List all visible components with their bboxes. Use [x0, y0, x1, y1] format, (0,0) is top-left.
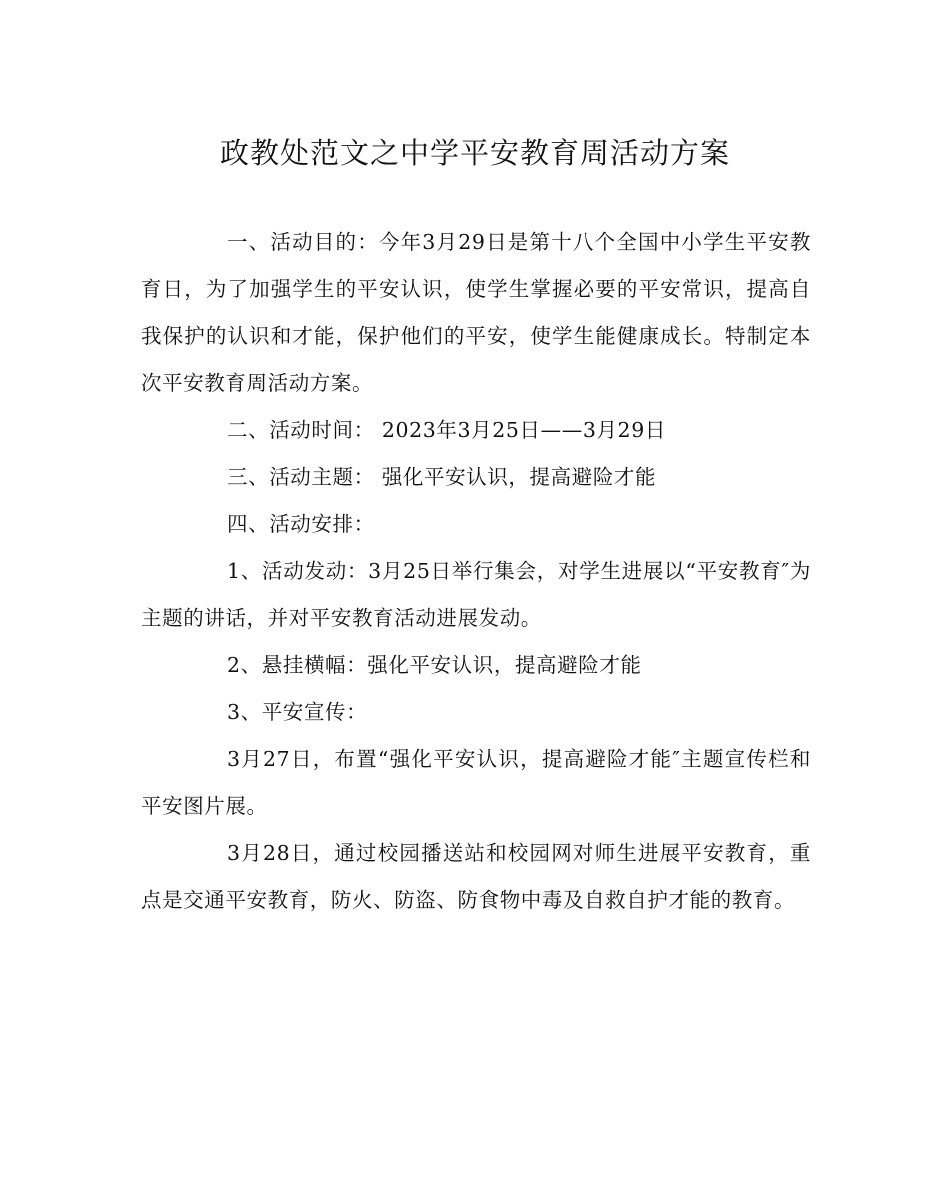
paragraph-banner: 2、悬挂横幅：强化平安认识，提高避险才能 [227, 653, 642, 677]
paragraph-arrangement-heading: 四、活动安排： [227, 512, 375, 536]
paragraph-march-28: 3月28日，通过校园播送站和校园网对师生进展平安教育，重点是交通平安教育，防火、防盗、防食物中毒及自救自护才能的教育。 [141, 841, 811, 912]
paragraph-time: 二、活动时间： 2023年3月25日——3月29日 [227, 418, 666, 442]
paragraph-theme: 三、活动主题： 强化平安认识，提高避险才能 [227, 465, 657, 489]
paragraph-publicity-heading: 3、平安宣传： [227, 700, 368, 724]
paragraph-march-27: 3月27日，布置“强化平安认识，提高避险才能″主题宣传栏和平安图片展。 [141, 747, 811, 818]
document-body [141, 219, 811, 924]
paragraph-mobilization: 1、活动发动：3月25日举行集会，对学生进展以“平安教育″为主题的讲话，并对平安教育活动进展发动。 [141, 559, 811, 630]
document-title: 政教处范文之中学平安教育周活动方案 [219, 136, 730, 170]
paragraph-purpose: 一、活动目的：今年3月29日是第十八个全国中小学生平安教育日，为了加强学生的平安认识，使学生掌握必要的平安常识，提高自我保护的认识和才能，保护他们的平安，使学生能健康成长。特制定本次平安教育周活动方案。 [141, 230, 811, 395]
